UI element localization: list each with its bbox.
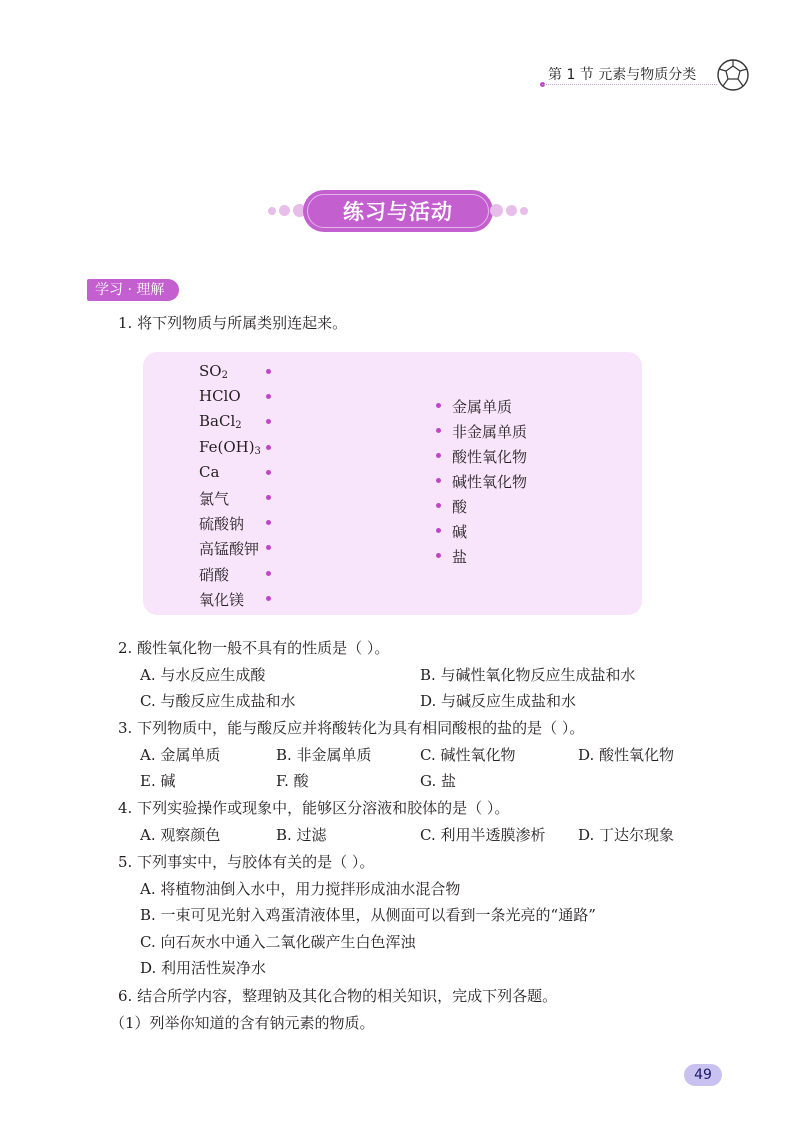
matching-right-dot[interactable] (436, 453, 441, 458)
banner-dot-right-1 (490, 204, 503, 217)
matching-left-item (199, 513, 244, 534)
question-4-option-b: B. 过滤 (276, 826, 327, 844)
question-5-option-c: C. 向石灰水中通入二氧化碳产生白色浑浊 (140, 933, 416, 951)
matching-right-dot[interactable] (436, 528, 441, 533)
question-3-option-g: G. 盐 (420, 772, 456, 790)
question-3-option-e: E. 碱 (140, 772, 176, 790)
matching-right-dot[interactable] (436, 428, 441, 433)
matching-right-dot[interactable] (436, 553, 441, 558)
substance-name: Ca (199, 462, 220, 481)
matching-right-item: 非金属单质 (452, 423, 528, 441)
matching-left-dot[interactable] (266, 470, 271, 475)
question-6-stem: 6. 结合所学内容，整理钠及其化合物的相关知识，完成下列各题。 (118, 987, 558, 1005)
matching-left-dot[interactable] (266, 369, 271, 374)
molecule-ball-icon (716, 58, 750, 92)
banner-dot-left-1 (268, 207, 276, 215)
question-5-option-a: A. 将植物油倒入水中，用力搅拌形成油水混合物 (140, 880, 461, 898)
matching-left-item (199, 463, 219, 481)
matching-right-item: 碱 (452, 523, 468, 541)
matching-left-item (199, 589, 244, 610)
page-number-badge: 49 (684, 1064, 722, 1086)
question-6-sub-1: （1）列举你知道的含有钠元素的物质。 (110, 1014, 375, 1032)
matching-left-item (199, 387, 241, 405)
category-tag: 学习 · 理解 (87, 279, 179, 301)
question-2-option-d: D. 与碱反应生成盐和水 (420, 692, 577, 710)
question-2-option-b: B. 与碱性氧化物反应生成盐和水 (420, 666, 636, 684)
question-3-stem: 3. 下列物质中，能与酸反应并将酸转化为具有相同酸根的盐的是（ ）。 (118, 719, 585, 737)
section-banner (303, 190, 493, 232)
question-2-option-c: C. 与酸反应生成盐和水 (140, 692, 296, 710)
banner-dot-left-2 (279, 205, 290, 216)
matching-left-item (199, 362, 228, 381)
matching-left-item (199, 488, 229, 509)
matching-right-item: 盐 (452, 548, 468, 566)
banner-title: 练习与活动 (343, 200, 453, 224)
matching-right-dot[interactable] (436, 403, 441, 408)
matching-left-item (199, 412, 242, 431)
question-4-option-c: C. 利用半透膜渗析 (420, 826, 546, 844)
matching-right-dot[interactable] (436, 503, 441, 508)
banner-dot-right-2 (506, 205, 517, 216)
question-4-option-d: D. 丁达尔现象 (578, 826, 675, 844)
section-header-title: 第 1 节 元素与物质分类 (548, 67, 697, 83)
question-3-option-b: B. 非金属单质 (276, 746, 372, 764)
matching-left-dot[interactable] (266, 596, 271, 601)
question-3-option-a: A. 金属单质 (140, 746, 221, 764)
substance-name: 氯气 (199, 490, 230, 508)
substance-name: BaCl (199, 412, 236, 431)
matching-left-item (199, 564, 229, 585)
matching-left-item (199, 438, 261, 457)
matching-left-dot[interactable] (266, 571, 271, 576)
matching-left-dot[interactable] (266, 445, 271, 450)
matching-right-dot[interactable] (436, 478, 441, 483)
question-2-stem: 2. 酸性氧化物一般不具有的性质是（ ）。 (118, 639, 390, 657)
question-2-option-a: A. 与水反应生成酸 (140, 666, 266, 684)
question-5-stem: 5. 下列事实中，与胶体有关的是（ ）。 (118, 853, 375, 871)
matching-left-item (199, 538, 259, 559)
matching-right-item: 酸性氧化物 (452, 448, 528, 466)
banner-dot-right-3 (520, 207, 528, 215)
question-3-option-d: D. 酸性氧化物 (578, 746, 675, 764)
matching-right-item: 酸 (452, 498, 468, 516)
matching-right-item: 金属单质 (452, 398, 513, 416)
question-4-option-a: A. 观察颜色 (140, 826, 221, 844)
substance-name: 硫酸钠 (199, 515, 245, 534)
substance-name: SO (199, 362, 222, 380)
question-3-option-f: F. 酸 (276, 772, 309, 790)
substance-name: Fe(OH) (199, 437, 255, 456)
substance-name: HClO (199, 387, 241, 406)
question-4-stem: 4. 下列实验操作或现象中，能够区分溶液和胶体的是（ ）。 (118, 799, 510, 817)
substance-name: 氧化镁 (199, 590, 245, 609)
substance-name: 硝酸 (199, 565, 230, 584)
question-1-stem: 1. 将下列物质与所属类别连起来。 (118, 314, 348, 332)
matching-right-item: 碱性氧化物 (452, 473, 528, 491)
matching-left-dot[interactable] (266, 495, 271, 500)
substance-subscript: 3 (254, 445, 261, 457)
question-3-option-c: C. 碱性氧化物 (420, 746, 516, 764)
substance-subscript: 2 (221, 370, 228, 381)
substance-name: 高锰酸钾 (199, 540, 260, 559)
question-5-option-d: D. 利用活性炭净水 (140, 959, 267, 977)
question-5-option-b: B. 一束可见光射入鸡蛋清液体里，从侧面可以看到一条光亮的“通路” (140, 906, 596, 924)
substance-subscript: 2 (235, 420, 242, 432)
header-divider (542, 84, 717, 85)
